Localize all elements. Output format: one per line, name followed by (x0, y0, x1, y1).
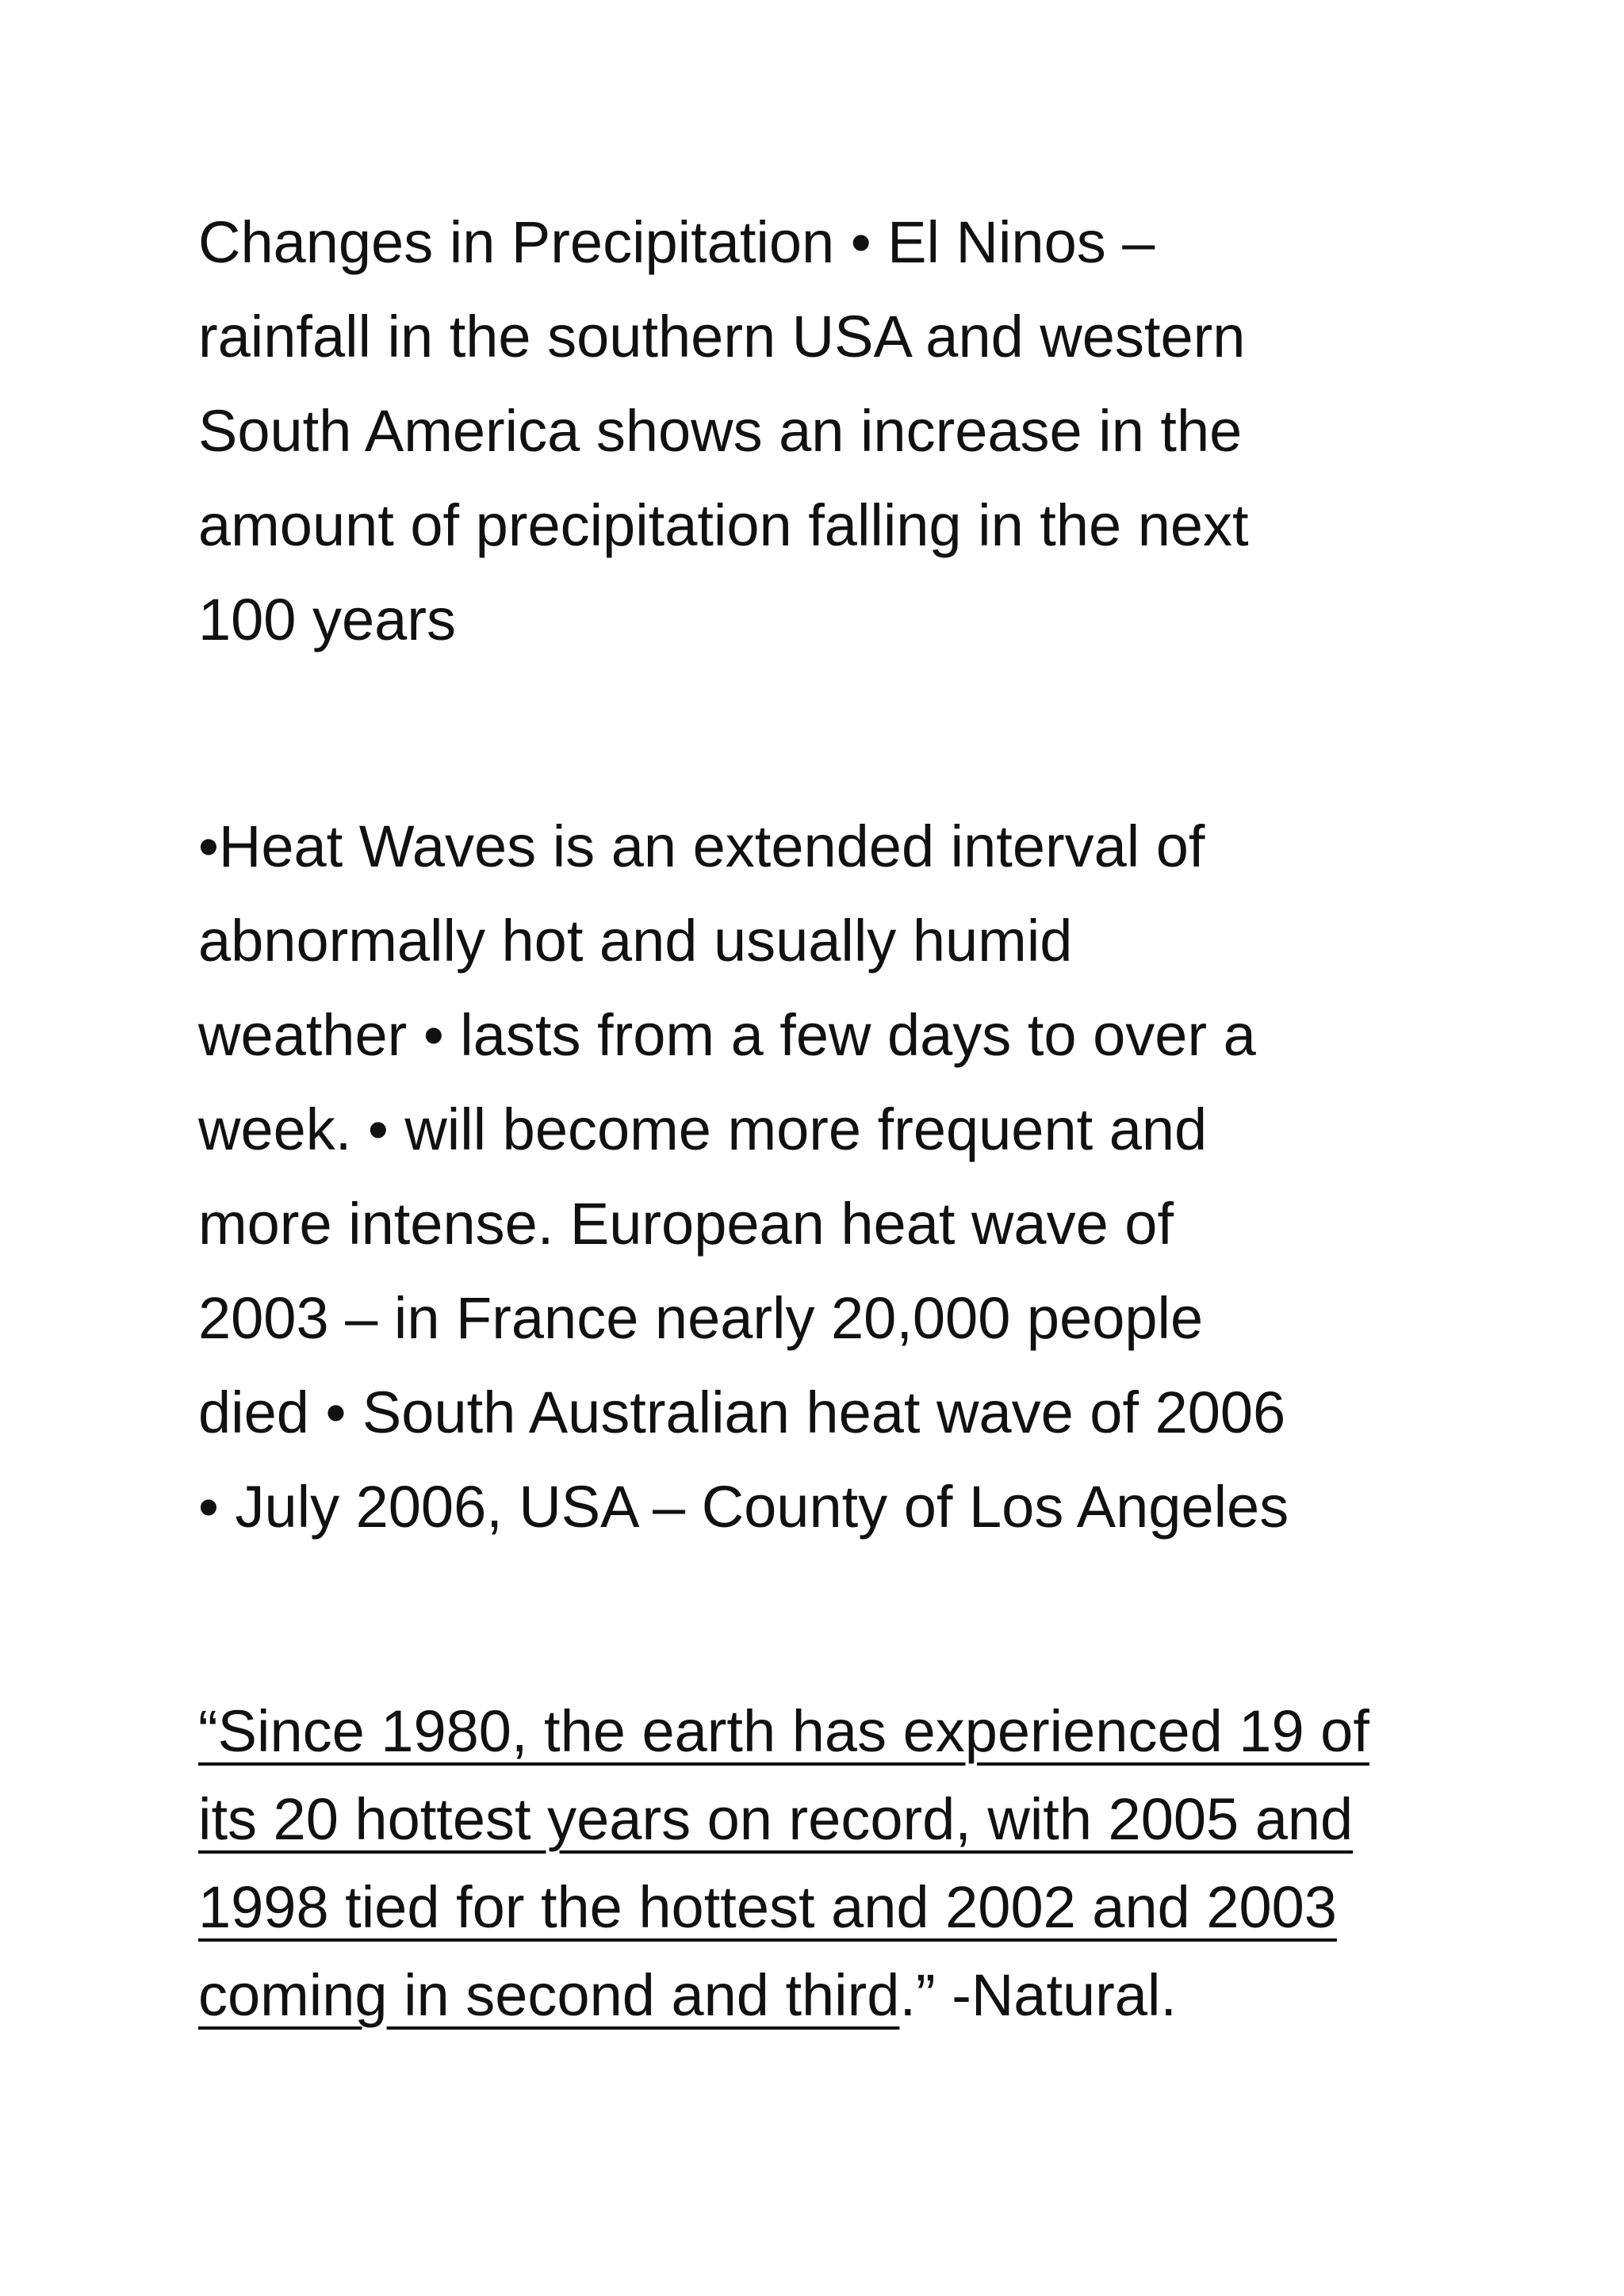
quote-line (198, 1775, 1443, 1863)
text-line: • July 2006, USA – County of Los Angeles (198, 1474, 1289, 1540)
text-line: 2003 – in France nearly 20,000 people (198, 1285, 1204, 1351)
text-line: •Heat Waves is an extended interval of (198, 813, 1205, 879)
precipitation-paragraph (198, 195, 1443, 667)
text-line: 100 years (198, 587, 456, 652)
text-line: amount of precipitation falling in the next (198, 492, 1249, 558)
heat-waves-paragraph (198, 799, 1443, 1554)
text-line: weather • lasts from a few days to over a (198, 1002, 1256, 1068)
text-line: rainfall in the southern USA and western (198, 304, 1246, 369)
quote-line (198, 1687, 1443, 1775)
text-line: South America shows an increase in the (198, 398, 1243, 464)
text-line: died • South Australian heat wave of 2006 (198, 1380, 1286, 1445)
text-line: Changes in Precipitation • El Ninos – (198, 209, 1155, 275)
underlined-quote-text: “Since 1980, the earth has experienced 19 of (198, 1698, 1369, 1764)
underlined-quote-text: its 20 hottest years on record, with 2005 and (198, 1786, 1354, 1852)
text-line: week. • will become more frequent and (198, 1096, 1208, 1162)
quote-attribution: .” -Natural. (899, 1962, 1177, 2028)
quote-paragraph (198, 1687, 1443, 2039)
text-line: more intense. European heat wave of (198, 1191, 1174, 1257)
underlined-quote-text: 1998 tied for the hottest and 2002 and 2003 (198, 1874, 1337, 1940)
quote-line (198, 1951, 1443, 2039)
quote-line (198, 1863, 1443, 1951)
text-line: abnormally hot and usually humid (198, 908, 1073, 974)
underlined-quote-text: coming in second and third (198, 1962, 900, 2028)
